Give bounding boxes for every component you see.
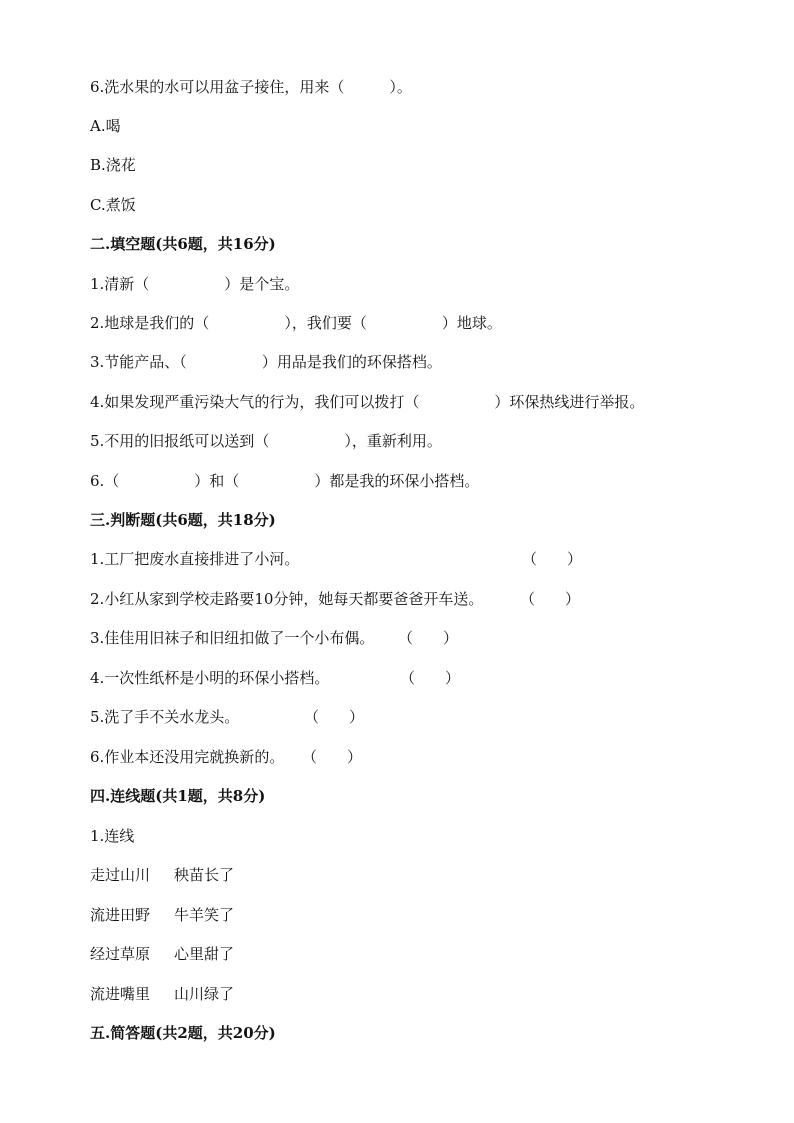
choice-option-a: A.喝 — [90, 117, 121, 135]
choice-option-b: B.浇花 — [90, 156, 136, 174]
connect-left-1: 走过山川 — [90, 866, 151, 884]
fill-item-2: 2.地球是我们的（ ），我们要（ ）地球。 — [90, 314, 502, 332]
judge-mark-1: （ ） — [522, 550, 583, 568]
judge-item-2: 2.小红从家到学校走路要10分钟，她每天都要爸爸开车送。 — [90, 590, 484, 608]
fill-item-6: 6.（ ）和（ ）都是我的环保小搭档。 — [90, 472, 480, 490]
fill-item-3: 3.节能产品、（ ）用品是我们的环保搭档。 — [90, 353, 442, 371]
choice-question-6: 6.洗水果的水可以用盆子接住，用来（ ）。 — [90, 78, 412, 96]
choice-option-c: C.煮饭 — [90, 196, 136, 214]
judge-mark-5: （ ） — [304, 708, 365, 726]
judge-item-6: 6.作业本还没用完就换新的。 — [90, 748, 285, 766]
connect-right-3: 心里甜了 — [174, 945, 235, 963]
judge-item-1: 1.工厂把废水直接排进了小河。 — [90, 550, 300, 568]
judge-mark-3: （ ） — [398, 629, 459, 647]
judge-item-4: 4.一次性纸杯是小明的环保小搭档。 — [90, 669, 330, 687]
connect-left-4: 流进嘴里 — [90, 985, 151, 1003]
judge-mark-4: （ ） — [400, 669, 461, 687]
connect-question: 1.连线 — [90, 827, 135, 845]
connect-right-2: 牛羊笑了 — [174, 906, 235, 924]
fill-item-1: 1.清新（ ）是个宝。 — [90, 275, 300, 293]
connect-right-1: 秧苗长了 — [174, 866, 235, 884]
fill-section-heading: 二.填空题(共6题，共16分) — [90, 235, 276, 253]
judge-mark-2: （ ） — [520, 590, 581, 608]
connect-right-4: 山川绿了 — [174, 985, 235, 1003]
fill-item-4: 4.如果发现严重污染大气的行为，我们可以拨打（ ）环保热线进行举报。 — [90, 393, 645, 411]
judge-mark-6: （ ） — [302, 748, 363, 766]
short-answer-section-heading: 五.简答题(共2题，共20分) — [90, 1024, 276, 1042]
connect-section-heading: 四.连线题(共1题，共8分) — [90, 787, 266, 805]
judge-item-3: 3.佳佳用旧袜子和旧纽扣做了一个小布偶。 — [90, 629, 375, 647]
connect-left-3: 经过草原 — [90, 945, 151, 963]
judge-section-heading: 三.判断题(共6题，共18分) — [90, 511, 276, 529]
judge-item-5: 5.洗了手不关水龙头。 — [90, 708, 240, 726]
fill-item-5: 5.不用的旧报纸可以送到（ ），重新利用。 — [90, 432, 442, 450]
connect-left-2: 流进田野 — [90, 906, 151, 924]
